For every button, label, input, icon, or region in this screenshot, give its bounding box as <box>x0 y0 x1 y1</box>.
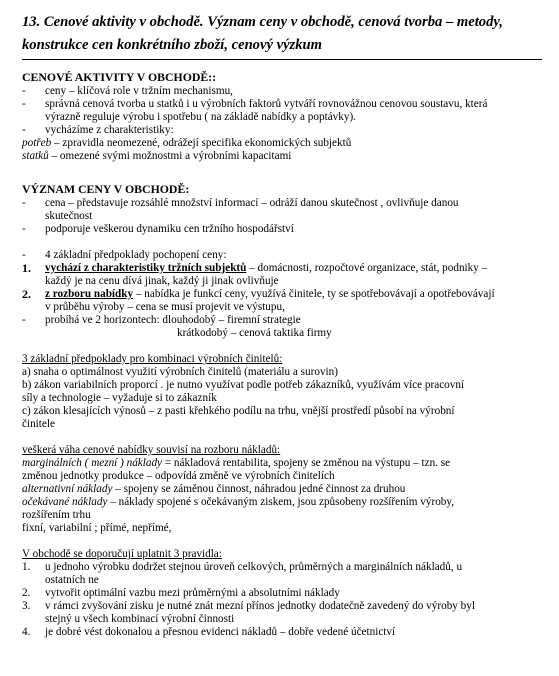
list-item-text: probíhá ve 2 horizontech: dlouhodobý – firemní strategie <box>45 314 301 326</box>
numbered-item-continuation: stejný u všech kombinací výrobní činnosti <box>45 613 235 625</box>
section-heading-vyznam-ceny: VÝZNAM CENY V OBCHODĚ: <box>22 182 190 196</box>
title-line-1: 13. Cenové aktivity v obchodě. Význam ceny v obchodě, cenová tvorba – metody, <box>22 14 503 30</box>
definition-text: – spojeny se záměnou činnost, náhradou jedné činnost za druhou <box>112 483 406 495</box>
definition-text: – zpravidla neomezené, odrážejí specifika ekonomických subjektů <box>51 137 352 149</box>
numbered-item <box>22 561 542 574</box>
definition-text: = nákladová rentabilita, spojeny se změnou na výstupu – tzn. se <box>162 457 451 469</box>
term: očekávané náklady <box>22 496 108 508</box>
list-item-continuation: síly a technologie – vyžaduje si to zákazník <box>22 392 217 404</box>
term: statků <box>22 150 49 162</box>
item-number: 2. <box>22 587 31 599</box>
bullet-dash: - <box>22 197 26 209</box>
term: potřeb <box>22 137 52 149</box>
definition-text: – náklady spojené s očekávaným ziskem, jsou způsobeny rozšířením výroby, <box>107 496 455 508</box>
numbered-item <box>22 587 542 600</box>
term: marginálních ( mezní ) náklady <box>22 457 163 469</box>
bullet-dash: - <box>22 124 26 136</box>
item-number: 2. <box>22 287 31 301</box>
item-number: 1. <box>22 261 31 275</box>
page-title <box>22 11 542 60</box>
section-heading-cenove-aktivity: CENOVÉ AKTIVITY V OBCHODĚ:: <box>22 70 217 84</box>
list-item-text: cena – představuje rozsáhlé množství informací – odráží danou skutečnost , ovlivňuje danou <box>45 197 459 209</box>
definition-text: – omezené svými možnostmi a výrobními kapacitami <box>48 150 292 162</box>
list-item <box>22 197 542 210</box>
item-text: – nabídka je funkcí ceny, využívá činitele, ty se spotřebovávají a opotřebovávají <box>133 288 495 300</box>
item-number: 1. <box>22 561 31 573</box>
term: z rozboru nabídky <box>45 288 134 300</box>
list-item-text: správná cenová tvorba u statků i u výrobních faktorů vytváří rovnovážnou cenovou soustavu, která <box>45 98 488 110</box>
section-heading-kombinace: 3 základní předpoklady pro kombinaci výrobních činitelů: <box>22 353 283 365</box>
item-number: 3. <box>22 600 31 612</box>
list-item-text: podporuje veškerou dynamiku cen tržního hospodářství <box>45 223 294 235</box>
item-text: vytvořit optimální vazbu mezi průměrnými a absolutními náklady <box>45 587 340 599</box>
list-item <box>22 124 542 137</box>
term: vychází z charakteristiky tržních subjektů <box>45 262 247 274</box>
item-text: – domácnosti, rozpočtové organizace, stát, podniky – <box>246 262 488 274</box>
numbered-item-continuation: v průběhu výroby – cena se musí projevit ve výstupu, <box>45 301 285 313</box>
item-text: u jednoho výrobku dodržet stejnou úroveň celkových, průměrných a marginálních nákladů, u <box>45 561 463 573</box>
list-item <box>22 314 542 327</box>
definition-alternativni <box>22 483 542 496</box>
bullet-dash: - <box>22 249 26 261</box>
numbered-item-continuation: každý je na cenu dívá jinak, každý ji jinak ovlivňuje <box>45 275 279 287</box>
definition-statku <box>22 150 542 163</box>
definition-ocekavane <box>22 496 542 509</box>
item-text: v rámci zvyšování zisku je nutné znát mezní přínos jednotky dodatečně zavedený do výroby byl <box>45 600 475 612</box>
list-item-continuation: výrazně reguluje výrobu i spotřebu ( na základě nabídky a poptávky). <box>45 111 356 123</box>
numbered-item <box>22 600 542 613</box>
section-heading-naklady: veškerá váha cenové nabídky souvisí na rozboru nákladů: <box>22 444 281 456</box>
definition-potreb <box>22 137 542 150</box>
numbered-item-continuation: ostatních ne <box>45 574 99 586</box>
item-number: 4. <box>22 626 31 638</box>
definition-continuation: změnou jednotky produkce – odpovídá změně ve výrobních činitelích <box>22 470 335 482</box>
list-item-text: ceny – klíčová role v tržním mechanismu, <box>45 85 233 97</box>
definition-marginalni <box>22 457 542 470</box>
item-text: je dobré vést dokonalou a přesnou evidenci nákladů – dobře vedené účetnictví <box>45 626 396 638</box>
definition-continuation: rozšířením trhu <box>22 509 91 521</box>
term: alternativní náklady <box>22 483 113 495</box>
bullet-dash: - <box>22 85 26 97</box>
bullet-dash: - <box>22 223 26 235</box>
list-item-text: 4 základní předpoklady pochopení ceny: <box>45 249 227 261</box>
list-item: a) snaha o optimálnost využití výrobních činitelů (materiálu a surovin) <box>22 366 338 378</box>
list-item-continuation: činitele <box>22 418 55 430</box>
list-item <box>22 249 542 262</box>
section-heading-pravidla: V obchodě se doporučují uplatnit 3 pravidla: <box>22 548 222 560</box>
bullet-dash: - <box>22 98 26 110</box>
list-item: c) zákon klesajících výnosů – z pasti křehkého podílu na trhu, vnější prostředí působí na výrobní <box>22 405 455 417</box>
list-item-text: vycházíme z charakteristiky: <box>45 124 174 136</box>
document-body <box>22 71 542 639</box>
list-item-continuation: skutečnost <box>45 210 93 222</box>
numbered-item <box>22 626 542 639</box>
list-item <box>22 85 542 98</box>
list-item <box>22 98 542 111</box>
list-item-continuation: krátkodobý – cenová taktika firmy <box>177 327 332 339</box>
bullet-dash: - <box>22 314 26 326</box>
title-line-2: konstrukce cen konkrétního zboží, cenový výzkum <box>22 37 322 53</box>
list-item: b) zákon variabilních proporcí . je nutno využívat podle potřeb zákazníků, využívám více pracovní <box>22 379 465 391</box>
list-item <box>22 223 542 236</box>
numbered-item <box>22 262 542 275</box>
numbered-item <box>22 288 542 301</box>
cost-types: fixní, variabilní ; přímé, nepřímé, <box>22 522 172 534</box>
